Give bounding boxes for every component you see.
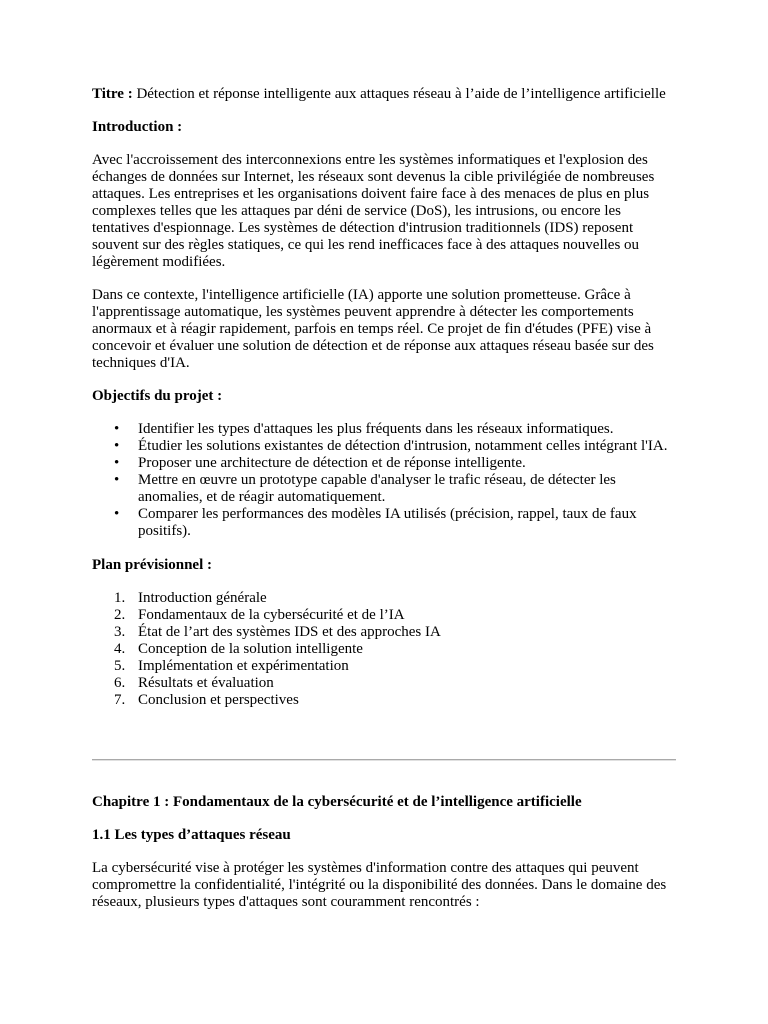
- list-number: 1.: [114, 590, 126, 606]
- bullet-icon: •: [114, 472, 120, 488]
- bullet-icon: •: [114, 455, 120, 471]
- introduction-paragraph-1: Avec l'accroissement des interconnexions entre les systèmes informatiques et l'explosion des échanges de données sur Internet, les réseaux sont devenus la cible privilégiée de nombreuses attaques. Les entreprises et les organisations doivent faire face à des menaces de plus en plus complexes telles que les attaques par déni de service (DoS), les intrusions, ou encore les tentatives d'espionnage. Les systèmes de détection d'intrusion traditionnels (IDS) reposent souvent sur des règles statiques, ce qui les rend inefficaces face à des attaques nouvelles ou légèrement modifiées.: [92, 152, 655, 270]
- list-number: 4.: [114, 641, 126, 657]
- plan-item-text: Conclusion et perspectives: [138, 692, 299, 708]
- chapter-paragraph: La cybersécurité vise à protéger les systèmes d'information contre des attaques qui peuvent compromettre la confidentialité, l'intégrité ou la disponibilité des données. Dans le domaine des réseaux, plusieurs types d'attaques sont couramment rencontrés :: [92, 860, 667, 910]
- list-item: [92, 675, 680, 692]
- plan-item-text: Résultats et évaluation: [138, 675, 274, 691]
- objectives-list: [92, 421, 680, 540]
- plan-item-text: Implémentation et expérimentation: [138, 658, 349, 674]
- document-title: [92, 86, 680, 103]
- title-text: Détection et réponse intelligente aux attaques réseau à l’aide de l’intelligence artificielle: [132, 86, 666, 102]
- plan-heading: Plan prévisionnel :: [92, 557, 213, 573]
- list-item: [92, 641, 680, 658]
- plan-list: [92, 590, 680, 709]
- list-item: [92, 624, 680, 641]
- list-item: [92, 472, 680, 506]
- plan-item-text: Introduction générale: [138, 590, 267, 606]
- list-number: 5.: [114, 658, 126, 674]
- list-item: [92, 607, 680, 624]
- list-item: [92, 658, 680, 675]
- bullet-icon: •: [114, 506, 120, 522]
- bullet-icon: •: [114, 421, 120, 437]
- list-item: [92, 590, 680, 607]
- list-item: [92, 692, 680, 709]
- objective-text: Mettre en œuvre un prototype capable d'analyser le trafic réseau, de détecter les anomalies, et de réagir automatiquement.: [138, 472, 616, 505]
- section-heading: 1.1 Les types d’attaques réseau: [92, 827, 291, 843]
- document-page: [92, 86, 680, 709]
- objective-text: Étudier les solutions existantes de détection d'intrusion, notamment celles intégrant l'IA.: [138, 438, 668, 454]
- list-item: [92, 455, 680, 472]
- introduction-paragraph-2: Dans ce contexte, l'intelligence artificielle (IA) apporte une solution prometteuse. Grâce à l'apprentissage automatique, les systèmes peuvent apprendre à détecter les comportements anormaux et à réagir rapidement, parfois en temps réel. Ce projet de fin d'études (PFE) vise à concevoir et évaluer une solution de détection et de réponse aux attaques réseau basée sur des techniques d'IA.: [92, 287, 654, 371]
- objective-text: Proposer une architecture de détection et de réponse intelligente.: [138, 455, 526, 471]
- list-number: 3.: [114, 624, 126, 640]
- horizontal-rule: [92, 759, 676, 761]
- plan-item-text: État de l’art des systèmes IDS et des approches IA: [138, 624, 441, 640]
- list-number: 2.: [114, 607, 126, 623]
- objective-text: Comparer les performances des modèles IA utilisés (précision, rappel, taux de faux positifs).: [138, 506, 637, 539]
- bullet-icon: •: [114, 438, 120, 454]
- plan-item-text: Conception de la solution intelligente: [138, 641, 363, 657]
- introduction-heading: Introduction :: [92, 119, 183, 135]
- list-item: [92, 438, 680, 455]
- plan-item-text: Fondamentaux de la cybersécurité et de l’IA: [138, 607, 405, 623]
- list-item: [92, 421, 680, 438]
- list-number: 6.: [114, 675, 126, 691]
- objectives-heading: Objectifs du projet :: [92, 388, 223, 404]
- list-item: [92, 506, 680, 540]
- list-number: 7.: [114, 692, 126, 708]
- objective-text: Identifier les types d'attaques les plus fréquents dans les réseaux informatiques.: [138, 421, 614, 437]
- title-label: Titre :: [92, 86, 133, 102]
- chapter-heading: Chapitre 1 : Fondamentaux de la cybersécurité et de l’intelligence artificielle: [92, 794, 582, 810]
- chapter-1: [92, 794, 680, 927]
